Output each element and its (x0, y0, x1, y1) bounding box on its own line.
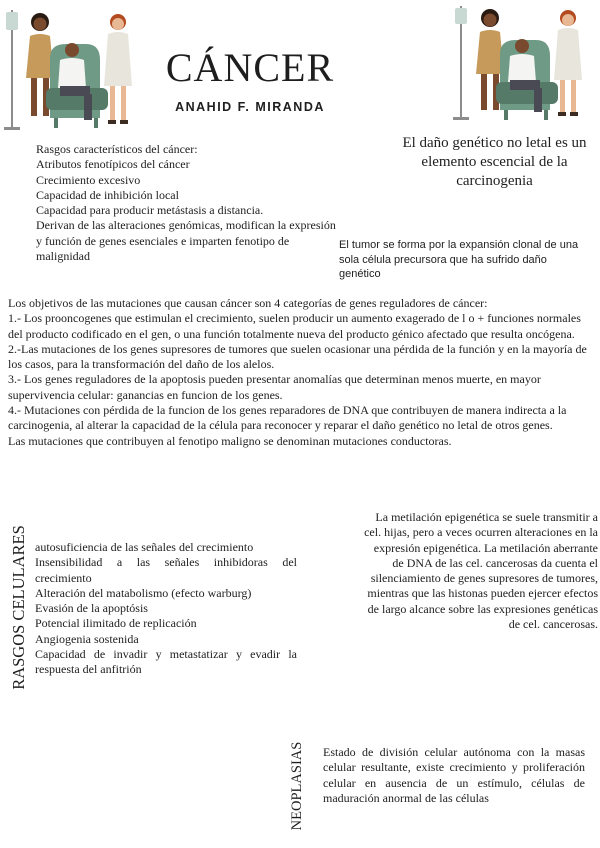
paragraph: Las mutaciones que contribuyen al fenotipo maligno se denominan mutaciones conductoras. (8, 433, 452, 448)
list-item: Evasión de la apoptósis (35, 601, 148, 616)
vertical-heading-text: RASGOS CELULARES (9, 525, 28, 690)
list-item: Capacidad para producir metástasis a distancia. (36, 203, 264, 218)
paragraph: 1.- Los prooncogenes que estimulan el crecimiento, suelen producir un aumento exagerado de l o + funciones normales del producto codificado en el gen, o una función totalmente nueva del producto génico afectado que resulta oncógena. (8, 311, 581, 341)
rasgos-celulares-heading (8, 525, 30, 690)
list-item: Alteración del matabolismo (efecto warburg) (35, 585, 252, 600)
list-item: Insensibilidad a las señales inhibidoras del crecimiento (35, 555, 297, 585)
author-name: ANAHID F. MIRANDA (175, 100, 325, 114)
page-title: CÁNCER (165, 45, 335, 90)
quote-text: El daño genético no letal es un elemento escencial de la carcinogenia (402, 135, 587, 189)
tumor-text: El tumor se forma por la expansión clonal de una sola célula precursora que ha sufrido daño genético (339, 239, 579, 280)
paragraph: 2.-Las mutaciones de los genes supresores de tumores que suelen ocasionar una pérdida de la función y en la mayoría de los casos, para la transformación del daño de los alelos. (8, 341, 587, 372)
list-item: Angiogenia sostenida (35, 631, 139, 646)
list-item: Potencial ilimitado de replicación (35, 616, 197, 631)
paragraph: 4.- Mutaciones con pérdida de la funcion de los genes reparadores de DNA que contribuyen de manera indirecta a la carcinogenia, al alterar la capacidad de la célula para reconocer y reparar el daño genético no letal de otros genes. (8, 403, 567, 433)
medical-scene-illustration-right (450, 0, 590, 125)
list-item: Atributos fenotípicos del cáncer (36, 157, 190, 172)
list-item: Capacidad de inhibición local (36, 187, 179, 202)
rasgos-cancer-list (36, 142, 336, 264)
neoplasias-heading (286, 736, 308, 836)
medical-scene-illustration-left (0, 0, 140, 135)
list-item: Derivan de las alteraciones genómicas, modifican la expresión y función de genes esenciales e imparten fenotipo de malignidad (36, 218, 336, 264)
vertical-heading-text: NEOPLASIAS (289, 741, 305, 831)
metilacion-text: La metilación epigenética se suele transmitir a cel. hijas, pero a veces ocurren alteraciones en la expresión epigenética. La metilación aberrante de DNA de las cel. cancerosas da cuenta el silenciamiento de genes supresores de tumores, mientras que las histonas pueden ejercer efectos de largo alcance sobre las expresiones genéticas de cel. cancerosas. (364, 510, 598, 632)
list-item: Capacidad de invadir y metastatizar y evadir la respuesta del anfitrión (35, 647, 297, 677)
paragraph: 3.- Los genes reguladores de la apoptosis pueden presentar anomalías que determinan menos muerte, en mayor supervivencia celular: ganancias en funcion de los genes. (8, 372, 541, 402)
list-item: autosuficiencia de las señales del crecimiento (35, 540, 254, 554)
objetivos-section (8, 296, 590, 449)
neoplasias-text: Estado de división celular autónoma con la masas celular resultante, existe crecimiento y proliferación celular en ausencia de un estímulo, células de maduración anormal de las células (323, 745, 585, 805)
list-item: Crecimiento excesivo (36, 172, 141, 187)
paragraph: Los objetivos de las mutaciones que causan cáncer son 4 categorías de genes reguladores de cáncer: (8, 296, 488, 310)
list-item: Rasgos característicos del cáncer: (36, 142, 198, 156)
rasgos-celulares-list (35, 540, 297, 678)
